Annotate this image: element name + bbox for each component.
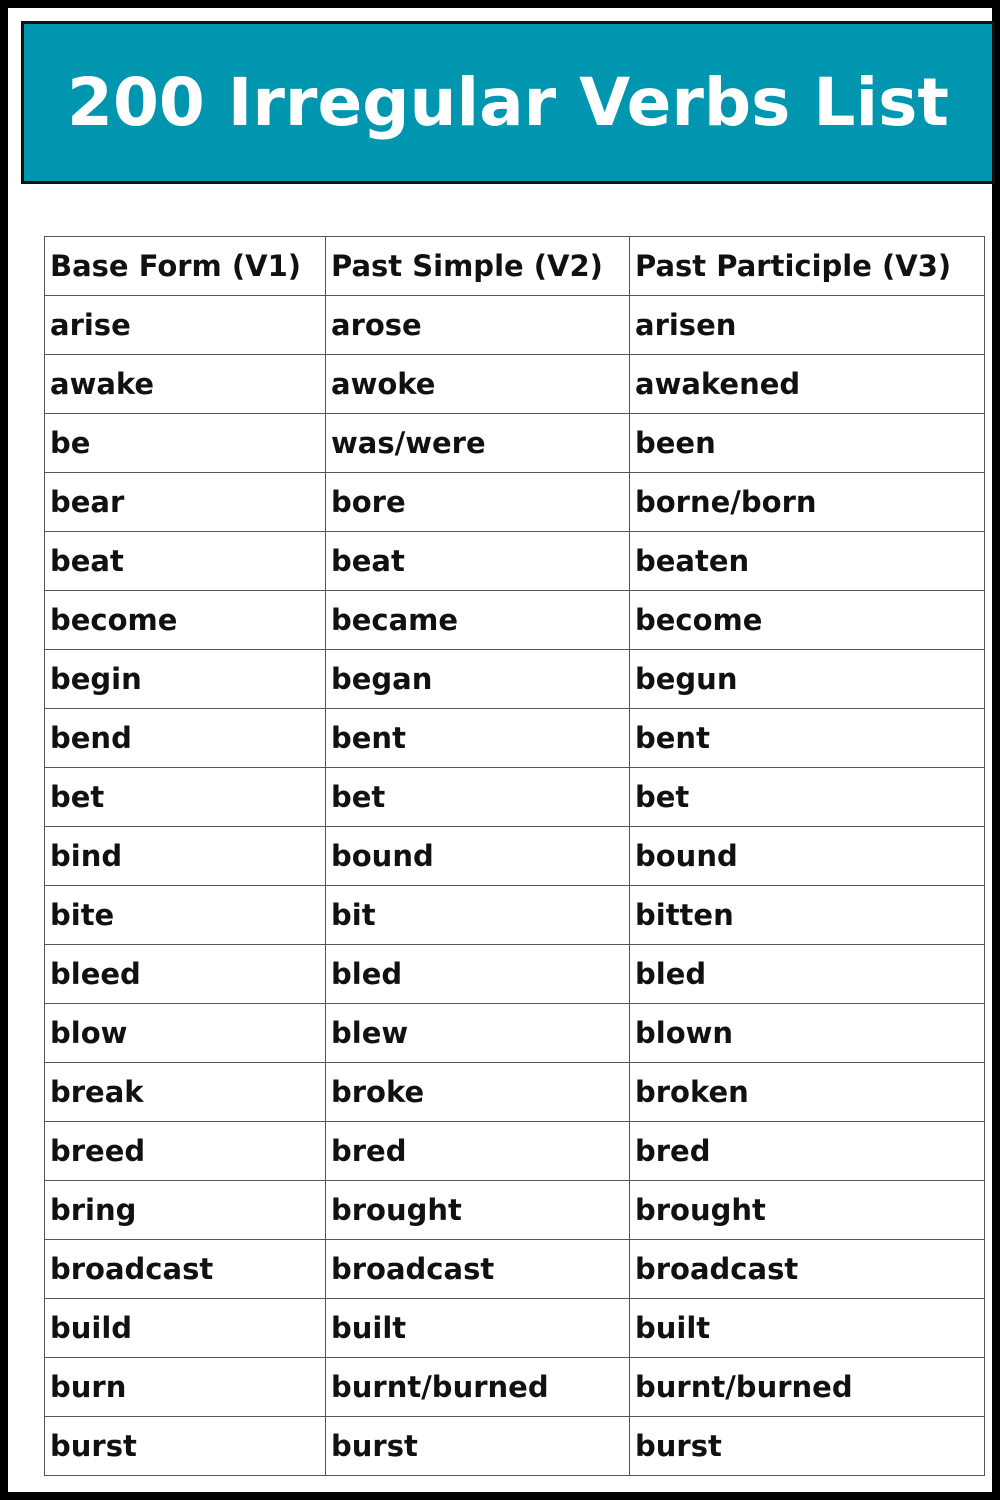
- cell-past-simple: bit: [326, 886, 630, 945]
- cell-past-participle: broadcast: [630, 1240, 985, 1299]
- cell-past-simple: burnt/burned: [326, 1358, 630, 1417]
- verbs-table: [44, 236, 985, 1476]
- cell-base-form: build: [45, 1299, 326, 1358]
- cell-base-form: break: [45, 1063, 326, 1122]
- table-row: [45, 1122, 985, 1181]
- cell-past-participle: bled: [630, 945, 985, 1004]
- cell-past-participle: bent: [630, 709, 985, 768]
- cell-past-simple: bound: [326, 827, 630, 886]
- table-body: [45, 296, 985, 1476]
- table-row: [45, 1004, 985, 1063]
- cell-past-simple: bred: [326, 1122, 630, 1181]
- cell-past-simple: broadcast: [326, 1240, 630, 1299]
- header-base-form: Base Form (V1): [45, 237, 326, 296]
- table-row: [45, 1358, 985, 1417]
- table-row: [45, 945, 985, 1004]
- cell-base-form: broadcast: [45, 1240, 326, 1299]
- cell-past-simple: beat: [326, 532, 630, 591]
- table-row: [45, 768, 985, 827]
- table-row: [45, 473, 985, 532]
- table-row: [45, 1299, 985, 1358]
- table-row: [45, 827, 985, 886]
- table-row: [45, 296, 985, 355]
- cell-past-participle: burnt/burned: [630, 1358, 985, 1417]
- cell-past-simple: brought: [326, 1181, 630, 1240]
- table-row: [45, 1063, 985, 1122]
- cell-past-simple: bet: [326, 768, 630, 827]
- title-banner: [21, 21, 995, 184]
- cell-base-form: burn: [45, 1358, 326, 1417]
- cell-past-simple: began: [326, 650, 630, 709]
- cell-past-participle: bet: [630, 768, 985, 827]
- cell-past-participle: burst: [630, 1417, 985, 1476]
- table-row: [45, 1181, 985, 1240]
- cell-past-simple: bled: [326, 945, 630, 1004]
- cell-past-participle: awakened: [630, 355, 985, 414]
- cell-past-simple: built: [326, 1299, 630, 1358]
- cell-base-form: begin: [45, 650, 326, 709]
- cell-past-simple: burst: [326, 1417, 630, 1476]
- cell-base-form: bleed: [45, 945, 326, 1004]
- cell-past-participle: bound: [630, 827, 985, 886]
- cell-past-simple: blew: [326, 1004, 630, 1063]
- cell-base-form: become: [45, 591, 326, 650]
- cell-base-form: bind: [45, 827, 326, 886]
- cell-past-participle: blown: [630, 1004, 985, 1063]
- cell-past-simple: bent: [326, 709, 630, 768]
- cell-base-form: bite: [45, 886, 326, 945]
- header-past-participle: Past Participle (V3): [630, 237, 985, 296]
- cell-base-form: bear: [45, 473, 326, 532]
- cell-past-participle: been: [630, 414, 985, 473]
- cell-base-form: be: [45, 414, 326, 473]
- cell-past-participle: arisen: [630, 296, 985, 355]
- cell-base-form: bring: [45, 1181, 326, 1240]
- cell-past-simple: awoke: [326, 355, 630, 414]
- cell-past-participle: bitten: [630, 886, 985, 945]
- cell-base-form: blow: [45, 1004, 326, 1063]
- cell-past-participle: begun: [630, 650, 985, 709]
- table-row: [45, 886, 985, 945]
- table-row: [45, 414, 985, 473]
- cell-base-form: breed: [45, 1122, 326, 1181]
- cell-base-form: beat: [45, 532, 326, 591]
- cell-past-participle: brought: [630, 1181, 985, 1240]
- cell-past-participle: become: [630, 591, 985, 650]
- table-row: [45, 650, 985, 709]
- cell-base-form: bend: [45, 709, 326, 768]
- cell-past-simple: broke: [326, 1063, 630, 1122]
- table-header-row: [45, 237, 985, 296]
- cell-past-simple: was/were: [326, 414, 630, 473]
- table-row: [45, 1417, 985, 1476]
- header-past-simple: Past Simple (V2): [326, 237, 630, 296]
- table-row: [45, 355, 985, 414]
- table-row: [45, 532, 985, 591]
- cell-base-form: burst: [45, 1417, 326, 1476]
- cell-base-form: awake: [45, 355, 326, 414]
- cell-base-form: bet: [45, 768, 326, 827]
- cell-past-simple: became: [326, 591, 630, 650]
- cell-past-participle: borne/born: [630, 473, 985, 532]
- cell-past-participle: beaten: [630, 532, 985, 591]
- cell-past-simple: arose: [326, 296, 630, 355]
- table-row: [45, 1240, 985, 1299]
- table-row: [45, 709, 985, 768]
- table-row: [45, 591, 985, 650]
- cell-past-participle: bred: [630, 1122, 985, 1181]
- cell-past-participle: built: [630, 1299, 985, 1358]
- cell-base-form: arise: [45, 296, 326, 355]
- cell-past-simple: bore: [326, 473, 630, 532]
- cell-past-participle: broken: [630, 1063, 985, 1122]
- page-title: 200 Irregular Verbs List: [67, 64, 949, 141]
